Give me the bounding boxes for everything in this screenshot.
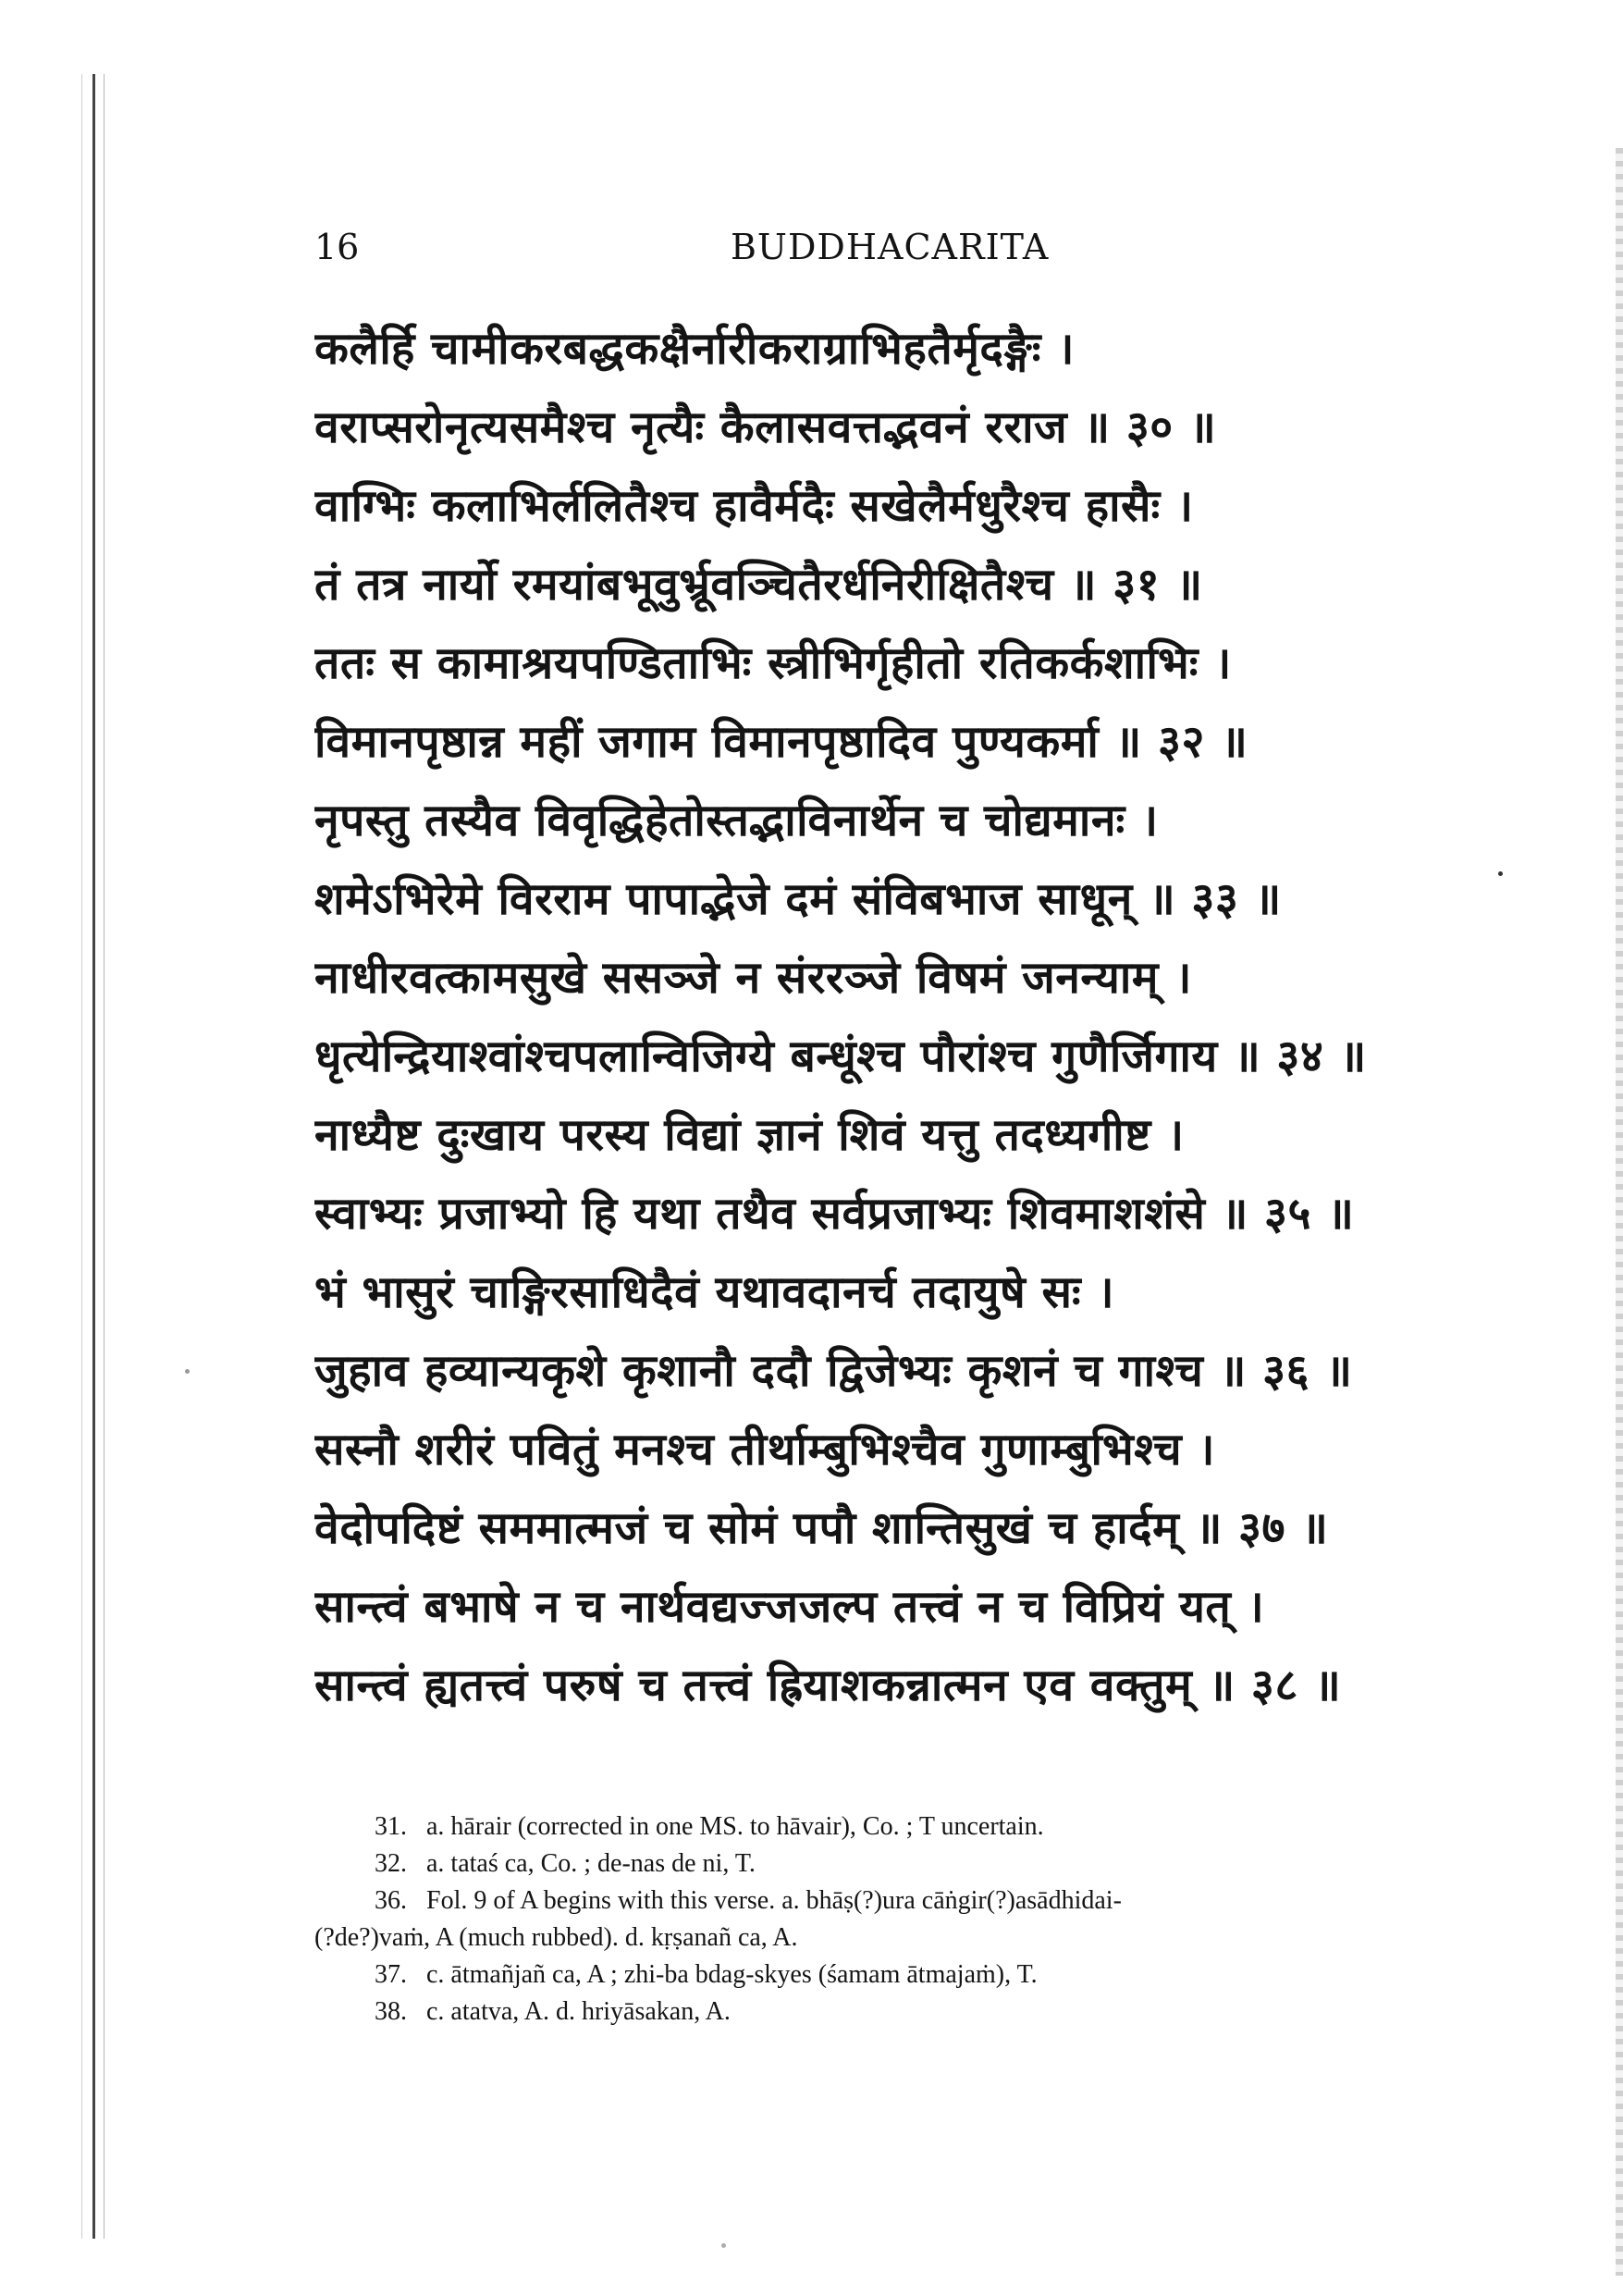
verse-line: वेदोपदिष्टं सममात्मजं च सोमं पपौ शान्तिसुखं च हार्दम् ॥ ३७ ॥	[314, 1502, 1329, 1554]
verse-line: जुहाव हव्यान्यकृशे कृशानौ ददौ द्विजेभ्यः कृशनं च गाश्च ॥ ३६ ॥	[314, 1345, 1353, 1397]
footnote	[375, 1845, 1521, 1882]
verse-line: वाग्भिः कलाभिर्ललितैश्च हावैर्मदैः सखेलैर्मधुरैश्च हासैः ।	[314, 480, 1194, 532]
footnote-number: 32.	[375, 1849, 407, 1878]
verse-line: धृत्येन्द्रियाश्वांश्चपलान्विजिग्ये बन्धूंश्च पौरांश्च गुणैर्जिगाय ॥ ३४ ॥	[314, 1031, 1367, 1082]
verse-line: तं तत्र नार्यो रमयांबभूवुर्भ्रूवञ्चितैरर्धनिरीक्षितैश्च ॥ ३१ ॥	[314, 559, 1203, 611]
page-edge-right	[1616, 148, 1623, 2276]
verse-line: विमानपृष्ठान्न महीं जगाम विमानपृष्ठादिव पुण्यकर्मा ॥ ३२ ॥	[314, 716, 1248, 768]
binding-edge-line-faint	[104, 74, 105, 2239]
verse-line: नाध्यैष्ट दुःखाय परस्य विद्यां ज्ञानं शिवं यत्तु तदध्यगीष्ट ।	[314, 1109, 1185, 1161]
verse-line: भं भासुरं चाङ्गिरसाधिदैवं यथावदानर्च तदायुषे सः ।	[314, 1266, 1115, 1318]
footnote	[375, 1994, 1521, 2031]
footnote-text: a. hārair (corrected in one MS. to hāvair), Co. ; T uncertain.	[426, 1812, 1044, 1841]
footnote-number: 38.	[375, 1997, 407, 2026]
binding-edge-line-faint	[81, 74, 82, 2239]
footnote-text: c. atatva, A. d. hriyāsakan, A.	[426, 1997, 731, 2026]
footnote-text: a. tataś ca, Co. ; de-nas de ni, T.	[426, 1849, 756, 1878]
page-header	[314, 227, 1517, 282]
footnotes	[314, 1808, 1521, 2031]
scan-speck	[721, 2243, 726, 2248]
verse-line: शमेऽभिरेमे विरराम पापाद्भेजे दमं संविबभाज साधून् ॥ ३३ ॥	[314, 873, 1282, 925]
footnote-number: 36.	[375, 1886, 407, 1915]
page-number: 16	[314, 227, 360, 267]
verse-line: सान्त्वं ह्यतत्त्वं परुषं च तत्त्वं ह्रियाशकन्नात्मन एव वक्तुम् ॥ ३८ ॥	[314, 1660, 1342, 1711]
scan-speck	[1498, 871, 1503, 876]
scan-speck	[185, 1369, 190, 1374]
running-title: BUDDHACARITA	[731, 227, 1050, 267]
verse-line: स्वाभ्यः प्रजाभ्यो हि यथा तथैव सर्वप्रजाभ्यः शिवमाशशंसे ॥ ३५ ॥	[314, 1188, 1355, 1240]
verse-block	[314, 310, 1535, 1725]
footnote	[375, 1957, 1521, 1994]
verse-line: वराप्सरोनृत्यसमैश्च नृत्यैः कैलासवत्तद्भवनं रराज ॥ ३० ॥	[314, 401, 1217, 453]
footnote-text: Fol. 9 of A begins with this verse. a. bhāṣ(?)ura cāṅgir(?)asādhidai-	[426, 1886, 1122, 1915]
footnote-number: 37.	[375, 1960, 407, 1989]
verse-line: कलैर्हि चामीकरबद्धकक्षैर्नारीकराग्राभिहतैर्मृदङ्गैः ।	[314, 323, 1075, 375]
verse-line: सस्नौ शरीरं पवितुं मनश्च तीर्थाम्बुभिश्चैव गुणाम्बुभिश्च ।	[314, 1424, 1215, 1475]
verse-line: सान्त्वं बभाषे न च नार्थवद्यज्जजल्प तत्त्वं न च विप्रियं यत् ।	[314, 1581, 1265, 1633]
verse-line: नृपस्तु तस्यैव विवृद्धिहेतोस्तद्भाविनार्थेन च चोद्यमानः ।	[314, 795, 1159, 846]
footnote-continuation: (?de?)vaṁ, A (much rubbed). d. kṛṣanañ ca, A.	[314, 1923, 798, 1952]
footnote	[375, 1808, 1521, 1845]
footnote	[375, 1882, 1521, 1920]
binding-edge-line	[92, 74, 95, 2239]
footnote-text: c. ātmañjañ ca, A ; zhi-ba bdag-skyes (śamam ātmajaṁ), T.	[426, 1960, 1038, 1989]
footnote-number: 31.	[375, 1812, 407, 1841]
verse-line: ततः स कामाश्रयपण्डिताभिः स्त्रीभिर्गृहीतो रतिकर्कशाभिः ।	[314, 637, 1232, 689]
verse-line: नाधीरवत्कामसुखे ससञ्जे न संररञ्जे विषमं जनन्याम् ।	[314, 952, 1192, 1004]
